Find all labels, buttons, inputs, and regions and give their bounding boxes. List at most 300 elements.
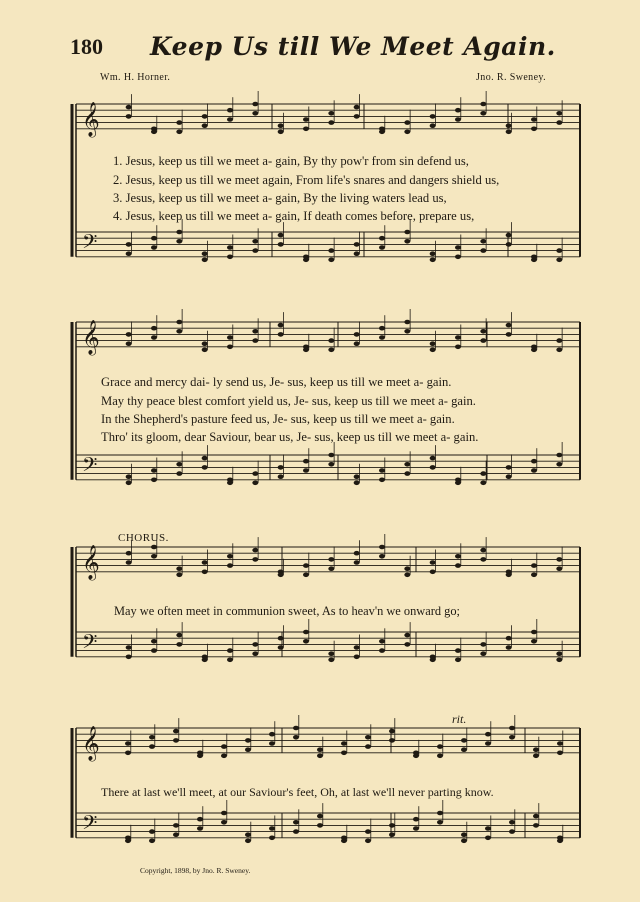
system-3-bass-note (430, 658, 436, 663)
system-1-bass-note (227, 245, 233, 250)
system-4-treble-note (365, 744, 371, 749)
system-2-treble-note (278, 332, 284, 337)
system-1-treble-note (379, 130, 385, 135)
system-4-treble-note (149, 744, 155, 749)
verse-3-line-2: In the Shepherd's pasture feed us, Je- sus, keep us till we meet a- gain. (101, 412, 455, 426)
system-1-bass-note (278, 233, 284, 238)
system-4-bass-note (485, 836, 491, 841)
system-4-treble-note (293, 735, 299, 740)
system-4-bass-note (317, 814, 323, 819)
system-3-bass-note (506, 645, 512, 650)
system-4-treble-note (245, 747, 251, 752)
system-2-bass-note (278, 474, 284, 479)
system-2-treble-note (328, 348, 334, 353)
system-4-treble-clef-icon: 𝄞 (82, 725, 100, 761)
author-credit: Wm. H. Horner. (100, 72, 171, 83)
system-2-bass-note (176, 462, 182, 467)
system-2-bass-note (480, 481, 486, 486)
system-2-bass-note (531, 468, 537, 473)
copyright-notice: Copyright, 1898, by Jno. R. Sweney. (140, 866, 251, 875)
system-4-bass-note (461, 839, 467, 844)
system-2-bass-clef-icon: 𝄢 (82, 452, 98, 481)
system-4-treble-note (317, 747, 323, 752)
system-1-treble-note (455, 117, 461, 122)
system-1-treble-note (354, 114, 360, 119)
system-1-bass-note (430, 258, 436, 263)
system-2-treble-note (151, 335, 157, 340)
system-2-bass-note (506, 474, 512, 479)
system-2-bass-note (126, 481, 132, 486)
system-2-bass-note (480, 471, 486, 476)
system-4-treble-note (557, 741, 563, 746)
system-3-treble-note (151, 554, 157, 559)
system-2-treble-note (531, 348, 537, 353)
system-4-bass-clef-icon: 𝄢 (82, 810, 98, 839)
system-4-treble-note (221, 754, 227, 759)
system-2-bass-note (404, 462, 410, 467)
system-2-bass-note (176, 471, 182, 476)
chorus-line-1: May we often meet in communion sweet, As to heav'n we onward go; (114, 604, 460, 618)
system-3-treble-note (531, 563, 537, 568)
system-3-bass-note (379, 648, 385, 653)
system-1-bass-note (151, 236, 157, 241)
system-2-bass-note (354, 481, 360, 486)
system-1-bass-note (176, 239, 182, 244)
system-3-treble-note (303, 563, 309, 568)
system-3-treble-note (303, 573, 309, 578)
system-2-treble-note (227, 335, 233, 340)
system-3-treble-note (354, 560, 360, 565)
system-4-treble-note (485, 732, 491, 737)
system-4-bass-note (485, 826, 491, 831)
system-3-bass-note (176, 642, 182, 647)
system-1-bass-note (126, 242, 132, 247)
verse-2-line-2: May thy peace blest comfort yield us, Je- sus, keep us till we meet a- gain. (101, 394, 476, 408)
system-4-bass-note (509, 829, 515, 834)
system-1-treble-note (404, 120, 410, 125)
system-4-treble-note (125, 751, 131, 756)
system-1-treble-note (278, 130, 284, 135)
system-4-bass-note (149, 839, 155, 844)
system-4-treble-note (269, 741, 275, 746)
system-3-bass-note (278, 645, 284, 650)
system-3-treble-note (404, 573, 410, 578)
system-1-treble-note (430, 123, 436, 128)
system-3-treble-note (227, 563, 233, 568)
system-2-treble-note (480, 338, 486, 343)
system-3-bass-note (202, 658, 208, 663)
system-4-bass-note (149, 829, 155, 834)
system-4-treble-note (125, 741, 131, 746)
system-4-bass-note (221, 820, 227, 825)
system-1-bass-note (455, 254, 461, 259)
system-3-bass-note (556, 651, 562, 656)
system-1-treble-note (506, 130, 512, 135)
system-1-bass-note (252, 248, 258, 253)
system-3-treble-note (455, 554, 461, 559)
verse-2-line-1: 2. Jesus, keep us till we meet again, From life's snares and dangers shield us, (113, 173, 500, 187)
system-4-bass-note (293, 820, 299, 825)
system-3-bass-note (328, 658, 334, 663)
system-4-bass-note (317, 823, 323, 828)
system-3-bass-note (556, 658, 562, 663)
system-3-bass-note (531, 630, 537, 635)
system-4-bass-note (125, 839, 131, 844)
system-3-treble-note (227, 554, 233, 559)
chorus-line-2: There at last we'll meet, at our Saviour's feet, Oh, at last we'll never parting know. (101, 785, 494, 799)
system-2-bass-note (227, 481, 233, 486)
system-3-bass-note (354, 645, 360, 650)
chorus-label: CHORUS. (118, 532, 169, 544)
system-4-bass-note (269, 826, 275, 831)
system-1-bass-note (430, 251, 436, 256)
system-1-treble-note (556, 120, 562, 125)
system-4-bass-note (533, 814, 539, 819)
system-4-bass-note (197, 817, 203, 822)
system-3-bass-note (303, 630, 309, 635)
system-4-treble-note (365, 735, 371, 740)
system-1-bass-note (379, 245, 385, 250)
system-3-bass-note (278, 636, 284, 641)
tempo-marking: rit. (452, 712, 467, 726)
system-1-treble-note (303, 127, 309, 132)
system-2-bass-note (126, 474, 132, 479)
system-1-bass-note (531, 258, 537, 263)
verse-1-line-1: 1. Jesus, keep us till we meet a- gain, By thy pow'r from sin defend us, (113, 154, 469, 168)
system-4-bass-note (341, 839, 347, 844)
verse-3-line-1: 3. Jesus, keep us till we meet a- gain, By the living waters lead us, (113, 191, 447, 205)
system-1-bass-clef-icon: 𝄢 (82, 229, 98, 258)
verse-4-line-1: 4. Jesus, keep us till we meet a- gain, If death comes before, prepare us, (113, 209, 475, 223)
system-1-treble-note (531, 127, 537, 132)
system-2-treble-note (430, 348, 436, 353)
system-3-bass-note (227, 648, 233, 653)
system-1-treble-note (227, 117, 233, 122)
system-1-bass-note (202, 251, 208, 256)
system-2-treble-note (202, 348, 208, 353)
system-3-treble-note (328, 566, 334, 571)
system-4-treble-note (413, 754, 419, 759)
system-4-treble-note (149, 735, 155, 740)
system-4-treble-note (341, 751, 347, 756)
system-4-treble-note (197, 754, 203, 759)
system-1-treble-note (126, 105, 132, 110)
system-1-bass-note (506, 242, 512, 247)
system-2-treble-note (379, 335, 385, 340)
system-2-bass-note (303, 468, 309, 473)
system-1-bass-note (480, 239, 486, 244)
system-1-treble-note (430, 114, 436, 119)
system-3-treble-note (531, 573, 537, 578)
system-3-treble-note (455, 563, 461, 568)
system-3-bass-note (303, 639, 309, 644)
system-4-treble-note (317, 754, 323, 759)
system-2-treble-note (278, 323, 284, 328)
system-1-bass-note (556, 258, 562, 263)
system-3-treble-note (278, 573, 284, 578)
system-1-treble-note (126, 114, 132, 119)
system-3-treble-note (202, 570, 208, 575)
system-3-treble-clef-icon: 𝄞 (82, 544, 100, 580)
system-3-bass-note (506, 636, 512, 641)
system-4-bass-note (461, 832, 467, 837)
system-4-bass-note (365, 839, 371, 844)
system-1-treble-note (354, 105, 360, 110)
system-4-bass-note (389, 832, 395, 837)
system-1-bass-note (151, 245, 157, 250)
system-2-bass-note (506, 465, 512, 470)
system-4-treble-note (509, 735, 515, 740)
system-2-treble-note (455, 345, 461, 350)
system-3-treble-note (328, 557, 334, 562)
system-3-bass-note (455, 648, 461, 653)
system-4-treble-note (461, 747, 467, 752)
system-1-treble-note (303, 117, 309, 122)
system-1-treble-note (176, 120, 182, 125)
verse-4-line-2: Thro' its gloom, dear Saviour, bear us, Je- sus, keep us till we meet a- gain. (101, 430, 479, 444)
system-2-bass-note (252, 471, 258, 476)
system-4-treble-note (341, 741, 347, 746)
system-2-bass-note (328, 462, 334, 467)
system-2-bass-note (151, 468, 157, 473)
system-4-treble-note (293, 726, 299, 731)
system-3-treble-note (506, 573, 512, 578)
system-3-bass-clef-icon: 𝄢 (82, 629, 98, 658)
system-1-bass-note (379, 236, 385, 241)
system-2-treble-note (480, 329, 486, 334)
system-1-treble-note (278, 123, 284, 128)
system-1-treble-note (328, 111, 334, 116)
system-4-treble-note (509, 726, 515, 731)
system-1-bass-note (556, 248, 562, 253)
system-3-treble-note (126, 551, 132, 556)
system-2-treble-note (556, 348, 562, 353)
system-2-bass-note (202, 456, 208, 461)
system-2-bass-note (379, 468, 385, 473)
system-2-bass-note (430, 465, 436, 470)
system-4-treble-note (173, 729, 179, 734)
system-1-bass-note (126, 251, 132, 256)
system-1-treble-note (328, 120, 334, 125)
system-3-treble-note (379, 545, 385, 550)
system-2-treble-note (202, 341, 208, 346)
system-1-treble-note (151, 130, 157, 135)
system-2-treble-note (303, 348, 309, 353)
system-3-treble-note (379, 554, 385, 559)
system-1-treble-note (176, 130, 182, 135)
system-2-treble-note (126, 341, 132, 346)
system-3-treble-note (176, 566, 182, 571)
composer-credit: Jno. R. Sweney. (476, 72, 547, 83)
system-1-treble-note (556, 111, 562, 116)
system-4-bass-note (245, 832, 251, 837)
system-2-bass-note (404, 471, 410, 476)
system-2-treble-note (252, 329, 258, 334)
system-2-treble-note (354, 341, 360, 346)
system-3-bass-note (531, 639, 537, 644)
system-3-bass-note (404, 633, 410, 638)
system-4-treble-note (173, 738, 179, 743)
system-3-bass-note (328, 651, 334, 656)
system-1-bass-note (328, 248, 334, 253)
system-4-bass-note (269, 836, 275, 841)
system-1-bass-note (328, 258, 334, 263)
system-4-treble-note (389, 729, 395, 734)
system-3-treble-note (480, 557, 486, 562)
system-4-treble-note (269, 732, 275, 737)
system-1-bass-note (176, 230, 182, 235)
system-2-treble-note (506, 332, 512, 337)
system-2-bass-note (556, 462, 562, 467)
page-number: 180 (70, 34, 103, 59)
system-1-treble-note (227, 108, 233, 113)
system-4-bass-note (509, 820, 515, 825)
system-1-bass-note (506, 233, 512, 238)
system-2-treble-note (556, 338, 562, 343)
system-3-bass-note (176, 633, 182, 638)
system-4-treble-note (221, 744, 227, 749)
system-3-treble-note (252, 548, 258, 553)
system-3-treble-note (151, 545, 157, 550)
system-4-bass-note (533, 823, 539, 828)
system-2-treble-note (227, 345, 233, 350)
system-4-treble-note (245, 738, 251, 743)
system-3-treble-note (556, 557, 562, 562)
system-3-treble-note (404, 566, 410, 571)
system-2-treble-note (176, 329, 182, 334)
system-3-treble-note (126, 560, 132, 565)
system-2-treble-note (176, 320, 182, 325)
system-4-bass-note (245, 839, 251, 844)
system-1-treble-note (480, 111, 486, 116)
system-2-bass-note (430, 456, 436, 461)
system-1-bass-note (227, 254, 233, 259)
system-1-bass-note (252, 239, 258, 244)
system-3-treble-note (556, 566, 562, 571)
system-4-bass-note (437, 820, 443, 825)
system-4-treble-note (437, 754, 443, 759)
system-3-treble-note (252, 557, 258, 562)
system-1-treble-note (480, 102, 486, 107)
system-4-bass-note (293, 829, 299, 834)
system-3-treble-note (480, 548, 486, 553)
system-3-bass-note (151, 639, 157, 644)
system-1-treble-clef-icon: 𝄞 (82, 101, 100, 137)
verse-1-line-2: Grace and mercy dai- ly send us, Je- sus, keep us till we meet a- gain. (101, 375, 452, 389)
system-1-treble-note (455, 108, 461, 113)
system-1-bass-note (404, 230, 410, 235)
system-3-treble-note (430, 570, 436, 575)
system-2-treble-note (126, 332, 132, 337)
system-4-treble-note (389, 738, 395, 743)
system-4-bass-note (389, 823, 395, 828)
system-4-treble-note (533, 754, 539, 759)
system-3-bass-note (404, 642, 410, 647)
system-2-bass-note (354, 474, 360, 479)
system-1-treble-note (506, 123, 512, 128)
system-3-bass-note (252, 651, 258, 656)
system-3-bass-note (151, 648, 157, 653)
system-4-bass-note (197, 826, 203, 831)
system-2-treble-note (506, 323, 512, 328)
system-2-bass-note (379, 478, 385, 483)
system-3-bass-note (252, 642, 258, 647)
system-4-bass-note (413, 826, 419, 831)
system-1-bass-note (278, 242, 284, 247)
system-3-bass-note (354, 655, 360, 660)
system-2-bass-note (202, 465, 208, 470)
system-1-treble-note (404, 130, 410, 135)
system-2-bass-note (328, 453, 334, 458)
system-4-bass-note (221, 811, 227, 816)
system-2-treble-note (430, 341, 436, 346)
system-1-treble-note (531, 117, 537, 122)
system-4-bass-note (365, 829, 371, 834)
system-3-bass-note (126, 655, 132, 660)
system-3-bass-note (455, 658, 461, 663)
system-1-treble-note (252, 111, 258, 116)
system-3-treble-note (430, 560, 436, 565)
system-4-treble-note (485, 741, 491, 746)
system-4-bass-note (437, 811, 443, 816)
system-2-bass-note (531, 459, 537, 464)
system-4-treble-note (557, 751, 563, 756)
system-1-treble-note (202, 123, 208, 128)
system-1-bass-note (480, 248, 486, 253)
system-2-bass-note (303, 459, 309, 464)
system-2-bass-note (278, 465, 284, 470)
system-2-bass-note (252, 481, 258, 486)
system-2-bass-note (151, 478, 157, 483)
system-4-treble-note (533, 747, 539, 752)
system-2-treble-note (404, 329, 410, 334)
system-4-bass-note (173, 832, 179, 837)
system-3-bass-note (379, 639, 385, 644)
system-2-treble-note (151, 326, 157, 331)
system-3-bass-note (480, 651, 486, 656)
system-2-treble-note (455, 335, 461, 340)
system-1-treble-note (252, 102, 258, 107)
system-4-bass-note (557, 839, 563, 844)
system-2-treble-note (252, 338, 258, 343)
system-3-bass-note (227, 658, 233, 663)
system-1-bass-note (202, 258, 208, 263)
system-3-bass-note (126, 645, 132, 650)
system-2-treble-note (379, 326, 385, 331)
system-1-bass-note (404, 239, 410, 244)
system-1-bass-note (303, 258, 309, 263)
system-2-treble-note (328, 338, 334, 343)
system-2-bass-note (556, 453, 562, 458)
system-3-bass-note (480, 642, 486, 647)
system-1-bass-note (455, 245, 461, 250)
system-1-treble-note (202, 114, 208, 119)
system-1-bass-note (354, 251, 360, 256)
system-2-treble-note (354, 332, 360, 337)
system-2-treble-note (404, 320, 410, 325)
system-3-treble-note (176, 573, 182, 578)
system-4-bass-note (413, 817, 419, 822)
hymn-title: Keep Us till We Meet Again. (150, 32, 556, 61)
system-2-treble-clef-icon: 𝄞 (82, 319, 100, 355)
system-3-treble-note (202, 560, 208, 565)
system-4-treble-note (437, 744, 443, 749)
system-1-bass-note (354, 242, 360, 247)
system-4-bass-note (173, 823, 179, 828)
system-3-treble-note (354, 551, 360, 556)
system-4-treble-note (461, 738, 467, 743)
system-2-bass-note (455, 481, 461, 486)
